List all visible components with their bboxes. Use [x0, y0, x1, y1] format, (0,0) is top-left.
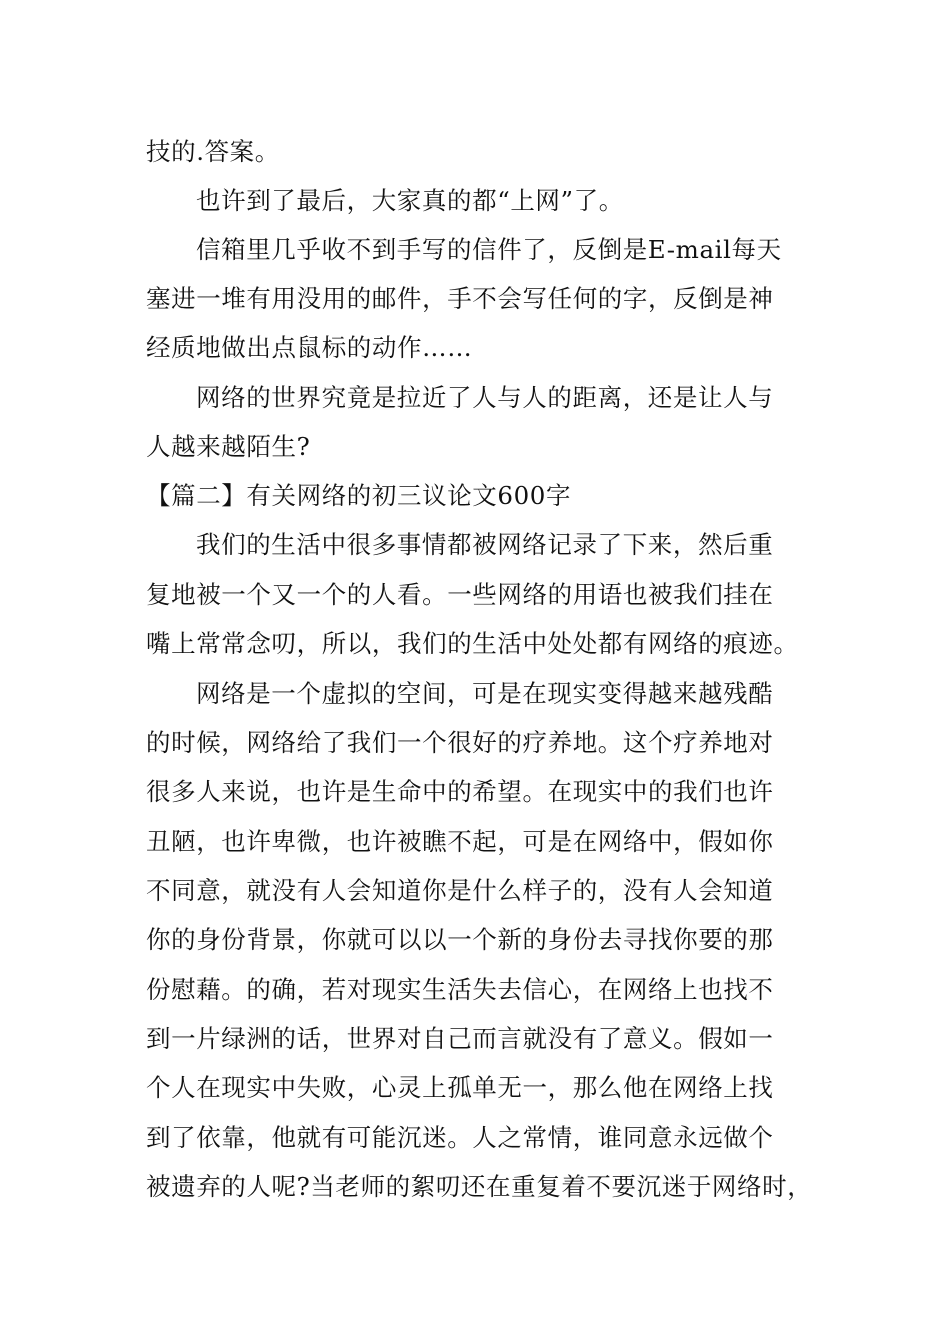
text-line: 人越来越陌生?: [146, 432, 311, 461]
paragraph-first-line: 我们的生活中很多事情都被网络记录了下来，然后重: [196, 530, 774, 559]
text-line: 复地被一个又一个的人看。一些网络的用语也被我们挂在: [146, 580, 774, 609]
paragraph-first-line: 也许到了最后，大家真的都“上网”了。: [196, 186, 624, 215]
text-line: 被遗弃的人呢?当老师的絮叨还在重复着不要沉迷于网络时，: [146, 1172, 813, 1201]
text-line: 不同意，就没有人会知道你是什么样子的，没有人会知道: [146, 876, 774, 905]
text-line: 的时候，网络给了我们一个很好的疗养地。这个疗养地对: [146, 728, 774, 757]
text-line: 很多人来说，也许是生命中的希望。在现实中的我们也许: [146, 777, 774, 806]
paragraph-first-line: 网络的世界究竟是拉近了人与人的距离，还是让人与: [196, 383, 774, 412]
text-line: 塞进一堆有用没用的邮件，手不会写任何的字，反倒是神: [146, 284, 774, 313]
text-line: 份慰藉。的确，若对现实生活失去信心，在网络上也找不: [146, 975, 774, 1004]
text-line: 丑陋，也许卑微，也许被瞧不起，可是在网络中，假如你: [146, 827, 774, 856]
text-line: 经质地做出点鼠标的动作……: [146, 333, 473, 362]
text-line: 个人在现实中失败，心灵上孤单无一，那么他在网络上找: [146, 1073, 774, 1102]
text-line: 到了依靠，他就有可能沉迷。人之常情，谁同意永远做个: [146, 1123, 774, 1152]
text-line: 嘴上常常念叨，所以，我们的生活中处处都有网络的痕迹。: [146, 629, 799, 658]
text-line: 你的身份背景，你就可以以一个新的身份去寻找你要的那: [146, 925, 774, 954]
section-heading: 【篇二】有关网络的初三议论文600字: [146, 481, 572, 510]
text-line: 到一片绿洲的话，世界对自己而言就没有了意义。假如一: [146, 1024, 774, 1053]
paragraph-first-line: 信箱里几乎收不到手写的信件了，反倒是E-mail每天: [196, 235, 782, 264]
paragraph-first-line: 网络是一个虚拟的空间，可是在现实变得越来越残酷: [196, 679, 774, 708]
text-line: 技的.答案。: [146, 137, 280, 166]
